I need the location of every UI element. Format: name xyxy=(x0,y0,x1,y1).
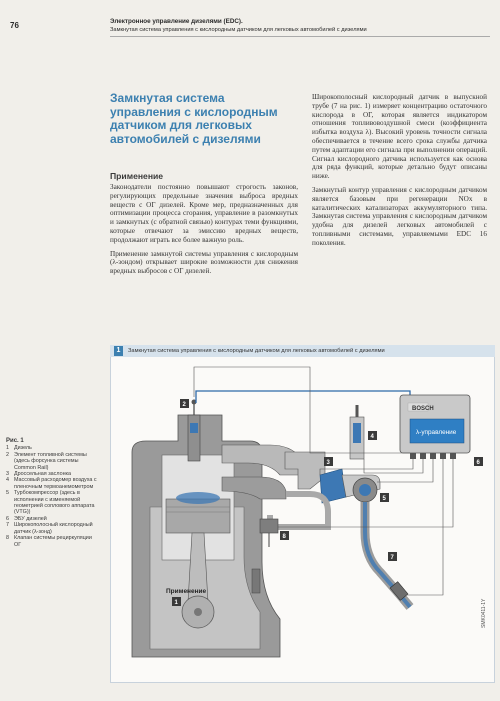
engine-diagram xyxy=(110,357,495,682)
legend-item: 6 ЭБУ дизелей xyxy=(6,515,47,522)
legend-item: 5 Турбокомпрессор (здесь в исполнении с изменяемой геометрией соплового аппарата (VTG)) xyxy=(6,490,95,516)
side-code: SMK0411-1Y xyxy=(481,598,487,628)
text-column-right xyxy=(312,93,487,253)
running-title: Электронное управление дизелями (EDC). xyxy=(110,18,243,25)
page-number: 76 xyxy=(10,21,19,30)
legend-item: 1 Дизель xyxy=(6,445,32,452)
piston-crown-flame xyxy=(176,492,220,504)
signal-wire xyxy=(364,459,423,473)
callout-1: 1 xyxy=(174,600,178,606)
figure-legend xyxy=(6,438,98,548)
callout-7: 7 xyxy=(390,555,394,561)
legend-item: 7 Широкополосный кислородный датчик (λ-зонд) xyxy=(6,522,93,535)
signal-wire xyxy=(194,367,410,453)
article-title: Замкнутая система управления с кислородным датчиком для легковых автомобилей с дизелями xyxy=(110,91,278,146)
legend-item: 2 Элемент топливной системы (здесь форсунка системы Common Rail) xyxy=(6,451,87,471)
engine-label: Применение xyxy=(166,588,207,595)
signal-wire xyxy=(377,459,433,482)
ecu-brand: BOSCH xyxy=(412,406,434,412)
paragraph: Законодатели постоянно повышают строгость законов, регулирующих предельные значения выброса вредных веществ с ОГ дизелей. Кроме мер, предназначенных для оптимизации процесса сгорания, управление в разомкнутых и замкнутых (с обратной связью) контурах теми функциями, которые отвечают за эмиссию вредных веществ, продолжают играть все более важную роль. xyxy=(110,183,298,244)
ecu-label: λ-управление xyxy=(416,429,457,436)
paragraph: Широкополосный кислородный датчик в выпускной трубе (7 на рис. 1) измеряет концентрацию остаточного кислорода в ОГ, которая является индикатором отношения топливовоздушной смеси (коэффициента избытка воздуха λ). Высокий уровень точности сигнала обеспечивается в течение всего срока службы датчика путем адаптации его сигнала при выполнении операций. Сигнал кислородного датчика используется как основа для ряда функций, которые детально будут описаны ниже. xyxy=(312,93,487,181)
header-divider xyxy=(110,36,490,37)
callout-2: 2 xyxy=(182,402,186,408)
paragraph: Применение замкнутой системы управления с кислородным (λ-зондом) открывает широкие возможности для снижения вредных выбросов с ОГ дизелей. xyxy=(110,249,298,276)
legend-item: 4 Массовый расходомер воздуха с пленочным термоанемометром xyxy=(6,477,97,490)
piston xyxy=(166,499,230,533)
paragraph: Замкнутый контур управления с кислородным датчиком является базовым при регенерации NOx в каталитических катализаторах аккумуляторного типа. Замкнутая система управления с кислородным датчиком удобна для дизелей легковых автомобилей с топливными системами, управляемыми EDC 16 поколения. xyxy=(312,185,487,247)
legend-title: Рис. 1 xyxy=(6,438,24,444)
callout-3: 3 xyxy=(326,460,330,466)
callout-5: 5 xyxy=(382,496,386,502)
text-column-left xyxy=(110,183,298,281)
egr-valve xyxy=(260,519,278,533)
running-subtitle: Замкнутая система управления с кислородным датчиком для легковых автомобилей с дизелями xyxy=(110,27,367,33)
callout-4: 4 xyxy=(370,434,374,440)
legend-item: 3 Дроссельная заслонка xyxy=(6,471,72,478)
figure-number: 1 xyxy=(114,346,123,356)
fuel-line xyxy=(196,391,410,407)
callout-8: 8 xyxy=(282,534,286,540)
legend-item: 8 Клапан системы рециркуляции ОГ xyxy=(6,535,92,548)
section-heading: Применение xyxy=(110,171,164,181)
figure-caption: Замкнутая система управления с кислородным датчиком для легковых автомобилей с дизелями xyxy=(128,347,385,354)
callout-6: 6 xyxy=(476,460,480,466)
speed-sensor xyxy=(252,569,260,593)
injector xyxy=(188,415,200,461)
